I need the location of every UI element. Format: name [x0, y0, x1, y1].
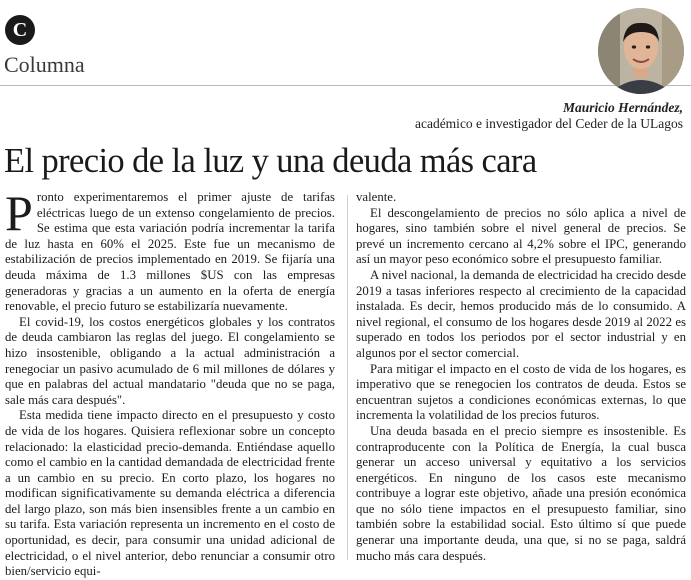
paragraph: El descongelamiento de precios no sólo aplica a nivel de hogares, sino también sobre el nivel general de precios. Se prevé un incremento cercano al 4,2% sobre el IPC, generando así un mayor peso económico sobre el presupuesto familiar. — [356, 205, 686, 267]
column-badge: C — [5, 15, 35, 45]
paragraph: Para mitigar el impacto en el costo de vida de los hogares, es imperativo que se renegocien los contratos de deuda. Estos se encuentran sujetos a condiciones económicas externas, lo que incrementa la volatilidad de los precios futuros. — [356, 361, 686, 423]
section-label: Columna — [4, 52, 85, 77]
paragraph: Esta medida tiene impacto directo en el presupuesto y costo de vida de los hogares. Quisiera reflexionar sobre un concepto relacionado: la elasticidad precio-demanda. Entiéndase aquello como el cambio en la cantidad demandada de electricidad frente a un cambio en su precio. En corto plazo, los hogares no modifican significativamente su demanda eléctrica a diferencia del largo plazo, son más bien insensibles frente a un cambio en su tarifa. Esta variación representa un incremento en el costo de oportunidad, es decir, para consumir una unidad adicional de electricidad, o el nivel anterior, debo renunciar a consumir otro bien/servicio equi- — [5, 408, 335, 579]
article-column-1 — [5, 185, 335, 580]
author-role: académico e investigador del Ceder de la ULagos — [414, 116, 683, 131]
header-divider — [0, 85, 691, 86]
drop-cap: P — [5, 185, 33, 241]
paragraph: Pronto experimentaremos el primer ajuste de tarifas eléctricas luego de un extenso congelamiento de precios. Se estima que esta variación podría incrementar la tarifa de luz hasta en 60% el 2025. Este fue un mecanismo de estabilización de precios implementado en 2019. Se fijaría una deuda máxima de 1.3 millones $US con las empresas generadoras y gracias a un aumento en la oferta de energía renovable, el precio futuro se estabilizaría nuevamente. — [5, 185, 335, 314]
paragraph: valente. — [356, 190, 397, 204]
paragraph: El covid-19, los costos energéticos globales y los contratos de deuda cambiaron las reglas del juego. El congelamiento se hizo insostenible, obligando a la actual administración a renegociar un pasivo acumulado de 6 mil millones de dólares y que en palabras del actual mandatario "deuda que no se paga, sale más cara después". — [5, 314, 335, 407]
article-column-2 — [356, 190, 686, 564]
column-divider — [347, 195, 348, 560]
author-name: Mauricio Hernández, — [562, 100, 683, 115]
article-title: El precio de la luz y una deuda más cara — [4, 142, 537, 180]
author-photo — [598, 8, 684, 94]
paragraph: Una deuda basada en el precio siempre es insostenible. Es contraproducente con la Política de Energía, la cual busca generar un acceso universal y equitativo a los servicios energéticos. En ninguno de los casos este mecanismo contribuye a lograr este objetivo, añade una presión económica que no sólo tiene impactos en el presupuesto familiar, sino también sobre la estabilidad social. Esto último sí que puede generar una importante deuda, una que, si no se paga, saldrá mucho más cara después. — [356, 423, 686, 563]
author-portrait-icon — [598, 8, 684, 94]
paragraph: A nivel nacional, la demanda de electricidad ha crecido desde 2019 a tasas inferiores respecto al crecimiento de la capacidad instalada. Es decir, hemos producido más de lo consumido. A nivel regional, el consumo de los hogares desde 2019 al 2022 es superado en todos los periodos por el sector industrial y en algunos por el sector comercial. — [356, 267, 686, 360]
author-byline — [415, 100, 683, 132]
